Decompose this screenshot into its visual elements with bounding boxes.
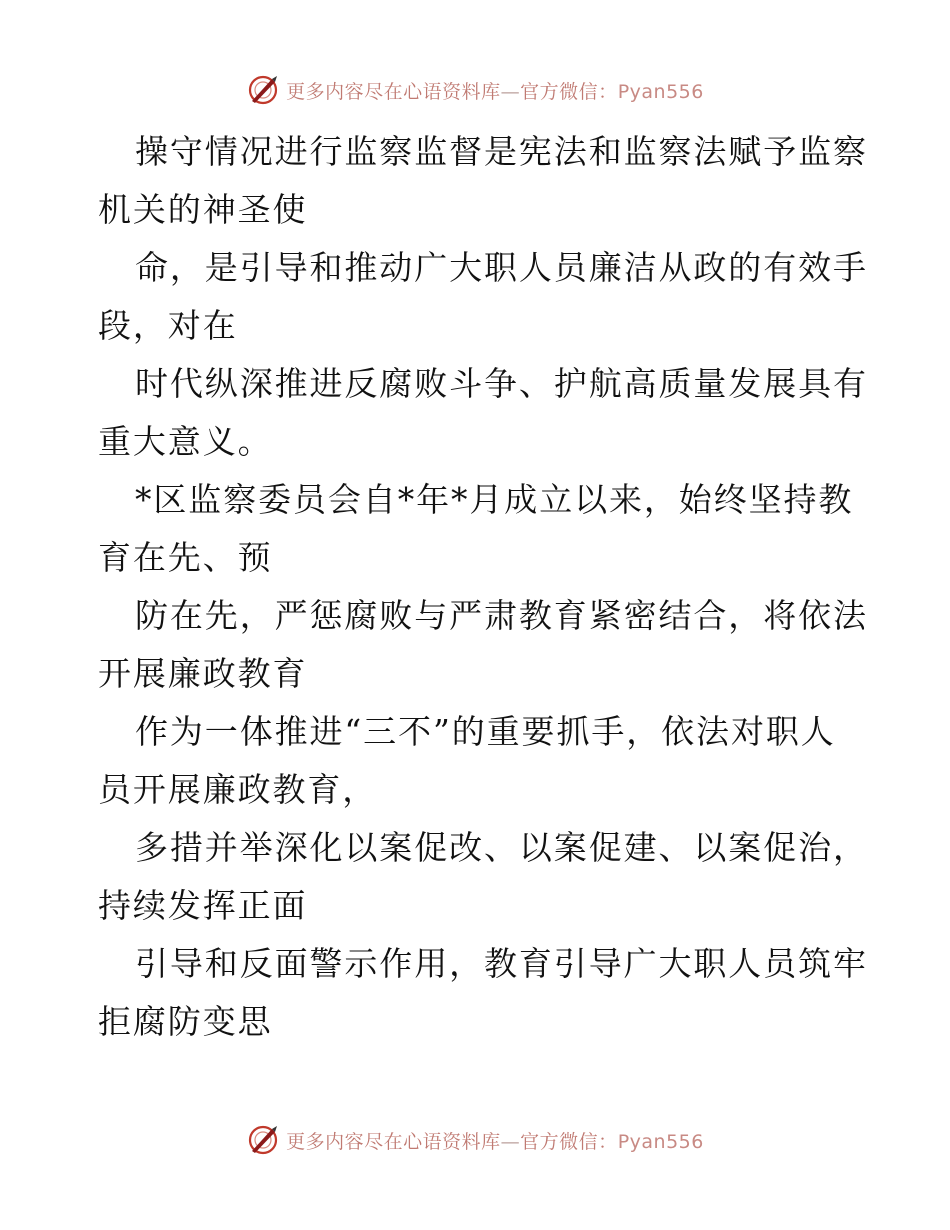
paragraph xyxy=(98,123,868,239)
header-banner xyxy=(0,70,950,110)
paragraph xyxy=(98,935,868,1051)
paragraph-line: 育在先、预 xyxy=(98,538,273,577)
paragraph-line: 防在先，严惩腐败与严肃教育紧密结合，将依法 xyxy=(135,596,868,635)
footer-banner xyxy=(0,1120,950,1160)
paragraph-line: 员开展廉政教育， xyxy=(98,770,378,809)
header-dash: — xyxy=(500,80,521,103)
footer-wechat-label: 官方微信： xyxy=(520,1130,618,1153)
brand-logo-icon xyxy=(246,1123,280,1157)
paragraph-line: 操守情况进行监察监督是宪法和监察法赋予监察 xyxy=(135,132,868,171)
paragraph xyxy=(98,819,868,935)
paragraph-line: 命，是引导和推动广大职人员廉洁从政的有效手 xyxy=(135,248,868,287)
paragraph-line: 段，对在 xyxy=(98,306,238,345)
paragraph-line: 时代纵深推进反腐败斗争、护航高质量发展具有 xyxy=(135,364,868,403)
brand-logo-icon xyxy=(246,73,280,107)
paragraph xyxy=(98,471,858,587)
header-brand: 更多内容尽在心语资料库 xyxy=(286,80,501,103)
paragraph-line: 开展廉政教育 xyxy=(98,654,308,693)
paragraph-line: 持续发挥正面 xyxy=(98,886,308,925)
header-wechat-id: Pyan556 xyxy=(617,80,704,103)
paragraph-line: 机关的神圣使 xyxy=(98,190,308,229)
paragraph-line: 作为一体推进“三不”的重要抓手，依法对职人 xyxy=(135,712,836,751)
header-wechat-label: 官方微信： xyxy=(520,80,618,103)
paragraph xyxy=(98,587,868,703)
footer-brand: 更多内容尽在心语资料库 xyxy=(286,1130,501,1153)
paragraph-line: 拒腐防变思 xyxy=(98,1002,273,1041)
footer-dash: — xyxy=(500,1130,521,1153)
paragraph-line: 多措并举深化以案促改、以案促建、以案促治， xyxy=(135,828,868,867)
paragraph xyxy=(98,355,868,471)
paragraph-line: *区监察委员会自*年*月成立以来，始终坚持教 xyxy=(135,480,854,519)
paragraph xyxy=(98,239,868,355)
document-body xyxy=(98,123,868,1051)
paragraph-line: 引导和反面警示作用，教育引导广大职人员筑牢 xyxy=(135,944,868,983)
paragraph-line: 重大意义。 xyxy=(98,422,273,461)
header-text xyxy=(286,77,704,104)
footer-text xyxy=(286,1127,704,1154)
paragraph xyxy=(98,703,858,819)
footer-wechat-id: Pyan556 xyxy=(617,1130,704,1153)
